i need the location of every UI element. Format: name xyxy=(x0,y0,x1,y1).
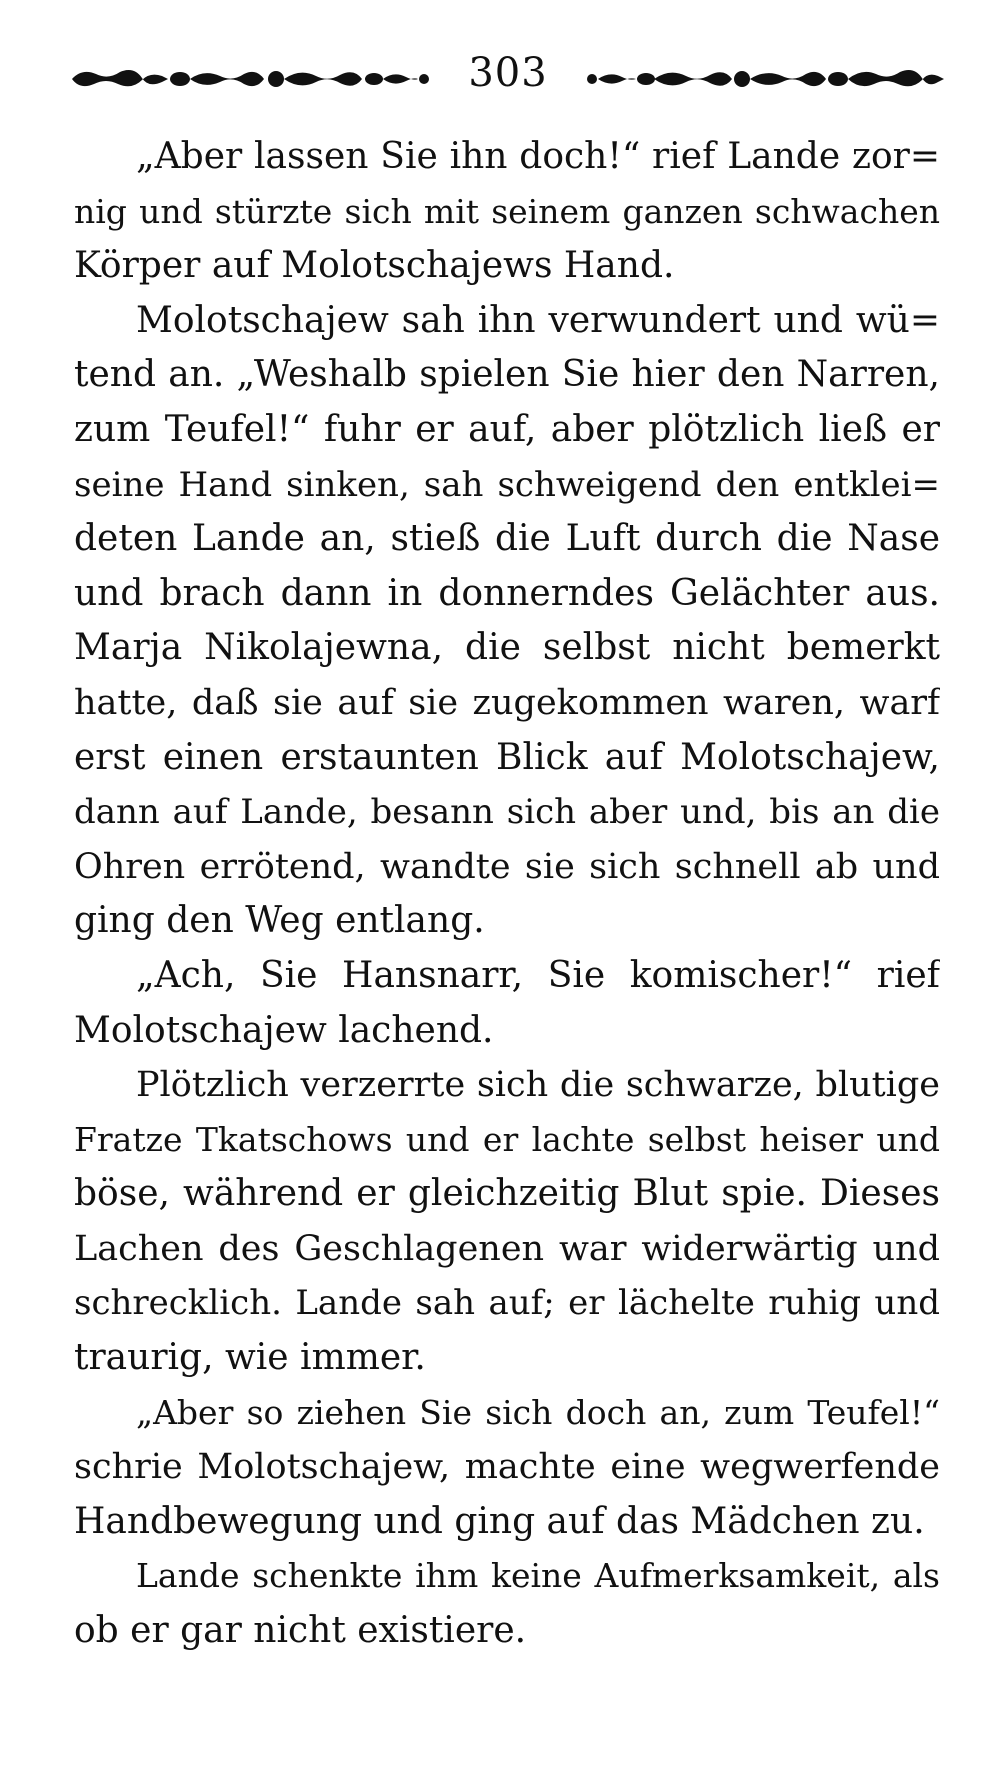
text-line: Fratze Tkatschows und er lachte selbst heiser und xyxy=(74,1119,940,1159)
text-line: „Ach, Sie Hansnarr, Sie komischer!“ rief xyxy=(136,954,940,996)
page-header xyxy=(72,48,944,108)
text-line: Körper auf Molotschajews Hand. xyxy=(74,245,675,287)
text-line: Molotschajew lachend. xyxy=(74,1009,494,1051)
page-body-text xyxy=(74,130,940,1659)
text-line: seine Hand sinken, sah schweigend den entklei= xyxy=(74,464,940,505)
text-line: erst einen erstaunten Blick auf Molotschajew, xyxy=(74,736,940,778)
text-line: Lande schenkte ihm keine Aufmerksamkeit, als xyxy=(136,1556,940,1596)
right-ornament-rule xyxy=(586,66,944,92)
text-line: schrie Molotschajew, machte eine wegwerfende xyxy=(74,1447,940,1488)
text-line: hatte, daß sie auf sie zugekommen waren, warf xyxy=(74,682,940,723)
text-line: Handbewegung und ging auf das Mädchen zu. xyxy=(74,1500,925,1542)
text-line: Molotschajew sah ihn verwundert und wü= xyxy=(136,299,940,341)
text-line: schrecklich. Lande sah auf; er lächelte ruhig und xyxy=(74,1283,940,1324)
left-ornament-rule xyxy=(72,66,430,92)
text-line: tend an. „Weshalb spielen Sie hier den Narren, xyxy=(74,354,940,396)
text-line: und brach dann in donnerndes Gelächter aus. xyxy=(74,572,940,614)
text-line: dann auf Lande, besann sich aber und, bis an die xyxy=(74,792,940,833)
page-number: 303 xyxy=(468,50,548,96)
text-line: Ohren errötend, wandte sie sich schnell ab und xyxy=(74,846,940,887)
text-line: traurig, wie immer. xyxy=(74,1337,426,1379)
text-line: „Aber lassen Sie ihn doch!“ rief Lande zor= xyxy=(136,136,940,177)
text-line: ging den Weg entlang. xyxy=(74,900,485,942)
text-line: Lachen des Geschlagenen war widerwärtig und xyxy=(74,1228,940,1269)
text-line: ob er gar nicht existiere. xyxy=(74,1610,527,1652)
text-line: böse, während er gleichzeitig Blut spie. Dieses xyxy=(74,1173,940,1215)
text-line: deten Lande an, stieß die Luft durch die Nase xyxy=(74,518,940,560)
text-line: „Aber so ziehen Sie sich doch an, zum Teufel!“ xyxy=(136,1392,940,1432)
text-line: Marja Nikolajewna, die selbst nicht bemerkt xyxy=(74,627,940,669)
text-line: nig und stürzte sich mit seinem ganzen schwachen xyxy=(74,191,940,231)
text-line: Plötzlich verzerrte sich die schwarze, blutige xyxy=(136,1065,940,1106)
text-line: zum Teufel!“ fuhr er auf, aber plötzlich ließ er xyxy=(74,408,940,450)
